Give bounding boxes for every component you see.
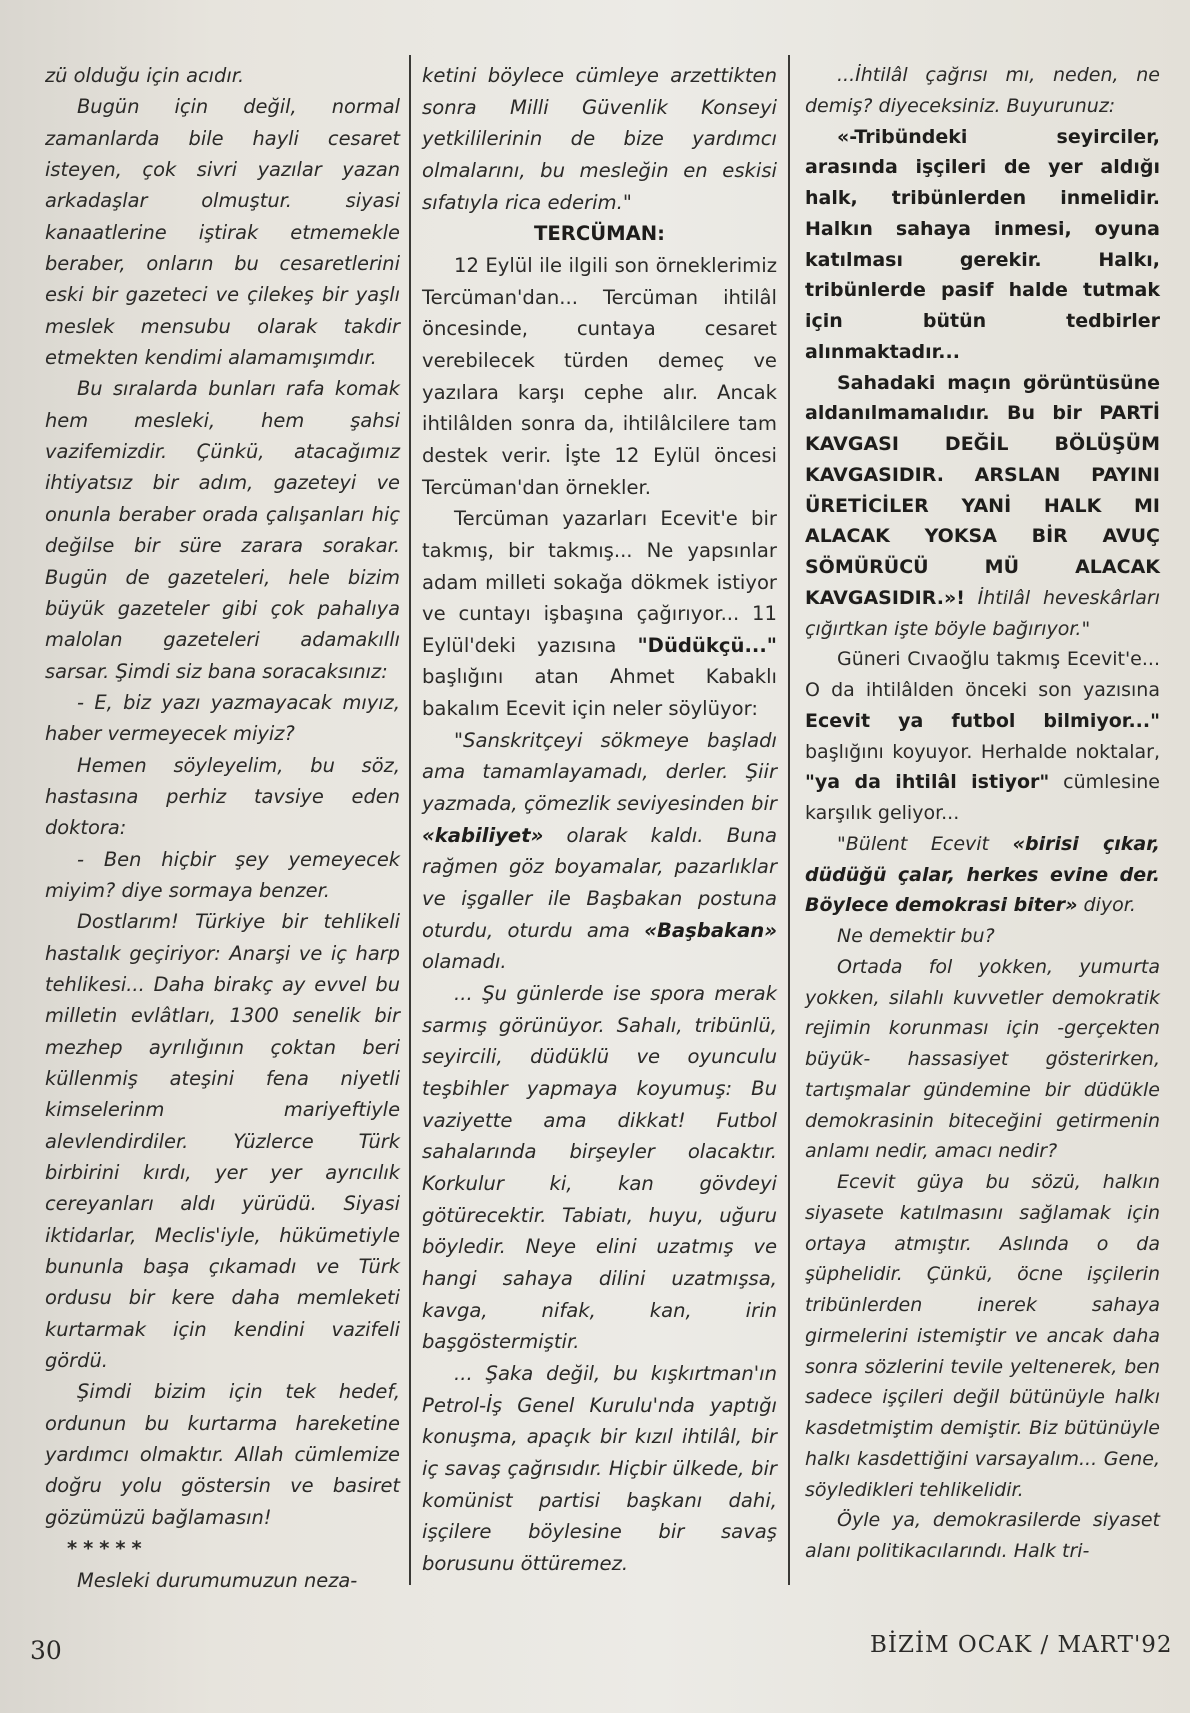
paragraph: Dostlarım! Türkiye bir tehlikeli hastalık geçiriyor: Anarşi ve iç harp tehlikesi... Daha birakç ay evvel bu milletin evlâtları, 1300 senelik bir mezhep ayrılığının çoktan beri küllenmiş ateşini fena niyetli kimselerinm mariyeftiyle alevlendirdiler. Yüzlerce Türk birbirini kırdı, yer yer ayrıcılık cereyanları aldı yürüdü. Siyasi iktidarlar, Meclis'iyle, hükümetiyle bununla başa çıkamadı ve Türk ordusu bir kere daha memleketi kurtarmak için kendini vazifeli gördü.: [45, 910, 400, 1373]
stars: *****: [67, 1537, 148, 1561]
paragraph: [805, 644, 1160, 829]
text-run: Güneri Cıvaoğlu takmış Ecevit'e... O da ihtilâlden önceki son yazısına: [805, 648, 1160, 701]
text-run: cümlesine karşılık geliyor...: [805, 771, 1160, 824]
paragraph: Öyle ya, demokrasilerde siyaset alanı politikacılarındı. Halk tri-: [805, 1509, 1160, 1562]
paragraph: 12 Eylül ile ilgili son örneklerimiz Tercüman'dan... Tercüman ihtilâl öncesinde, cuntaya cesaret verebilecek türden demeç ve yazılara karşı cephe alır. Ancak ihtilâlden sonra da, ihtilâlcilere tam destek verir. İşte 12 Eylül öncesi Tercüman'dan örnekler.: [422, 253, 777, 499]
column-rule: [409, 55, 411, 1585]
bold-text-run: «birisi çıkar, düdüğü çalar, herkes evine der. Böylece demokrasi biter»: [805, 832, 1161, 917]
paragraph: Bugün için değil, normal zamanlarda bile hayli cesaret isteyen, çok sivri yazılar yazan arkadaşlar olmuştur. siyasi kanaatlerine iştirak etmemekle beraber, onların bu cesaretlerini eski bir gazeteci ve çilekeş bir yaşlı meslek mensubu olarak takdir etmekten kendimi alamamışımdır.: [45, 95, 400, 370]
text-run: İhtilâl heveskârları çığırtkan işte böyle bağırıyor.": [805, 586, 1160, 640]
bold-text-run: Ecevit ya futbol bilmiyor...": [805, 709, 1160, 732]
paragraph: ... Şaka değil, bu kışkırtman'ın Petrol-İş Genel Kurulu'nda yaptığı konuşma, apaçık bir kızıl ihtilâl, bir iç savaş çağrısıdır. Hiçbir ülkede, bir komünist partisi başkanı dahi, işçilere böylesine bir savaş borusunu öttüremez.: [422, 1361, 777, 1575]
text-run: başlığını atan Ahmet Kabaklı bakalım Ecevit için neler söylüyor:: [422, 665, 777, 721]
paragraph: Ne demektir bu?: [837, 925, 995, 947]
section-divider-stars: [45, 1533, 400, 1564]
paragraph: - E, biz yazı yazmayacak mıyız, haber vermeyecek miyiz?: [45, 690, 400, 746]
text-run: olamadı.: [422, 950, 507, 974]
text-run: diyor.: [1077, 894, 1136, 917]
bold-text-run: «Başbakan»: [644, 918, 777, 942]
paragraph: ...İhtilâl çağrısı mı, neden, ne demiş? diyeceksiniz. Buyurunuz:: [805, 64, 1160, 117]
bold-text-run: «-Tribündeki seyirciler, arasında işçileri de yer aldığı halk, tribünlerden inmelidir. Halkın sahaya inmesi, oyuna katılması gerekir. Halkı, tribünlerde pasif halde tutmak için bütün tedbirler alınmaktadır...: [805, 125, 1160, 363]
page-number: 30: [30, 1636, 62, 1665]
paragraph: [805, 368, 1160, 645]
paragraph: [422, 503, 777, 725]
column-rule: [788, 55, 790, 1585]
paragraph: Mesleki durumumuzun neza-: [77, 1568, 358, 1592]
text-run: "Sanskritçeyi sökmeye başladı ama tamamlayamadı, derler. Şiir yazmada, çömezlik seviyesinden bir: [422, 728, 777, 816]
column-middle: [422, 60, 777, 1580]
paragraph: Bu sıralarda bunları rafa komak hem mesleki, hem şahsi vazifemizdir. Çünkü, atacağımız ihtiyatsız bir adım, gazeteyi ve onunla beraber orada çalışanları hiç değilse bir süre zarara sorakar. Bugün de gazeteleri, hele bizim büyük gazeteler gibi çok pahalıya malolan gazeteleri adamakıllı sarsar. Şimdi siz bana soracaksınız:: [45, 377, 400, 683]
section-heading: TERCÜMAN:: [533, 222, 666, 246]
paragraph: Şimdi bizim için tek hedef, ordunun bu kurtarma hareketine yardımcı olmaktır. Allah cümlemize doğru yolu göstersin ve basiret gözümüzü bağlamasın!: [45, 1380, 400, 1529]
paragraph: [805, 829, 1160, 921]
paragraph: ... Şu günlerde ise spora merak sarmış görünüyor. Sahalı, tribünlü, seyircili, düdüklü ve oyunculu teşbihler yapmaya koyumuş: Bu vaziyette ama dikkat! Futbol sahalarında birşeyler olacaktır. Korkulur ki, kan gövdeyi götürecektir. Tabiatı, huyu, uğuru böyledir. Neye elini uzatmış ve hangi sahaya dilini uzatmışsa, kavga, nifak, kan, irin başgöstermiştir.: [422, 982, 777, 1354]
text-run: başlığını koyuyor. Herhalde noktalar,: [805, 740, 1160, 763]
text-run: olarak kaldı. Buna rağmen göz boyamalar, pazarlıklar ve işgaller ile Başbakan postuna oturdu, oturdu ama: [422, 823, 777, 942]
bold-text-run: "ya da ihtilâl istiyor": [805, 771, 1050, 794]
paragraph: ketini böylece cümleye arzettikten sonra Milli Güvenlik Konseyi yetkililerinin de bize yardımcı olmalarını, bu mesleğin en eskisi sıfatıyla rica ederim.": [422, 64, 777, 214]
paragraph: [422, 725, 777, 978]
paragraph: Ecevit güya bu sözü, halkın siyasete katılmasını sağlamak için ortaya atmıştır. Aslında o da şüphelidir. Çünkü, öcne işçilerin tribünlerden inerek sahaya girmelerini istemiştir ve ancak daha sonra sözlerini tevile yeltenerek, ben sadece işçileri değil bütünüyle halkı kasdetmiştim demiştir. Biz bütünüyle halkı kasdettiğini varsayalım... Gene, söyledikleri tehlikelidir.: [805, 1171, 1160, 1501]
paragraph: - Ben hiçbir şey yemeyecek miyim? diye sormaya benzer.: [45, 847, 400, 902]
paragraph: zü olduğu için acıdır.: [45, 64, 245, 87]
column-right: [805, 60, 1160, 1567]
bold-text-run: "Düdükçü...": [637, 633, 777, 657]
paragraph: Hemen söyleyelim, bu söz, hastasına perhiz tavsiye eden doktora:: [45, 753, 400, 840]
paragraph: Ortada fol yokken, yumurta yokken, silahlı kuvvetler demokratik rejimin korunması için -gerçekten büyük- hassasiyet gösterirken, tartışmalar gündemine bir düdükle demokrasinin biteceğini getirmenin anlamı nedir, amacı nedir?: [805, 955, 1160, 1163]
text-run: Tercüman yazarları Ecevit'e bir takmış, bir takmış... Ne yapsınlar adam milleti sokağa dökmek istiyor ve cuntayı işbaşına çağırıyor... 11 Eylül'deki yazısına: [422, 507, 777, 657]
text-run: "Bülent Ecevit: [837, 832, 1013, 855]
bold-text-run: «kabiliyet»: [422, 823, 544, 847]
paragraph: [805, 122, 1160, 368]
bold-text-run: Sahadaki maçın görüntüsüne aldanılmamalıdır. Bu bir PARTİ KAVGASI DEĞİL BÖLÜŞÜM KAVGASIDIR. ARSLAN PAYINI ÜRETİCİLER YANİ HALK MI ALACAK YOKSA BİR AVUÇ SÖMÜRÜCÜ MÜ ALACAK KAVGASIDIR.»!: [805, 371, 1160, 609]
magazine-footer: BİZİM OCAK / MART'92: [870, 1632, 1173, 1658]
column-left: [45, 60, 400, 1596]
